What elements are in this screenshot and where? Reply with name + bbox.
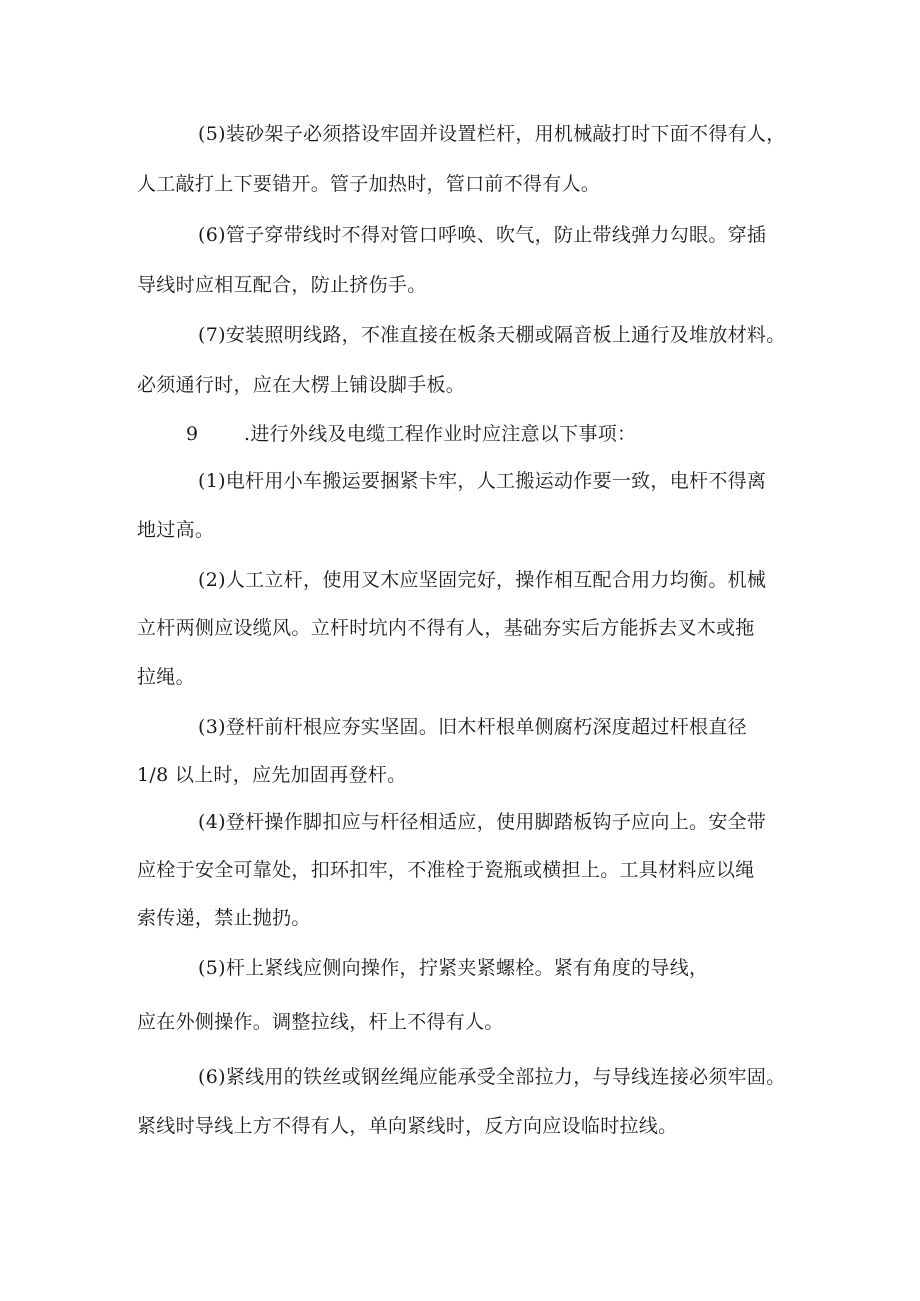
item-4-line-2: 应栓于安全可靠处，扣环扣牢，不准栓于瓷瓶或横担上。工具材料应以绳 <box>137 859 755 881</box>
section-9-heading: .进行外线及电缆工程作业时应注意以下事项： <box>244 423 637 445</box>
item-2-line-1: (2)人工立杆，使用叉木应坚固完好，操作相互配合用力均衡。机械 <box>198 569 767 591</box>
item-3-line-1: (3)登杆前杆根应夯实坚固。旧木杆根单侧腐朽深度超过杆根直径 <box>198 716 747 738</box>
item-6-line-2: 紧线时导线上方不得有人，单向紧线时，反方向应设临时拉线。 <box>137 1115 678 1137</box>
item-1-line-2: 地过高。 <box>137 519 215 541</box>
item-4-line-1: (4)登杆操作脚扣应与杆径相适应，使用脚踏板钩子应向上。安全带 <box>198 811 767 833</box>
paragraph-5-line-2: 人工敲打上下要错开。管子加热时，管口前不得有人。 <box>137 173 601 195</box>
paragraph-6-line-1: (6)管子穿带线时不得对管口呼唤、吹气，防止带线弹力勾眼。穿插 <box>198 224 767 246</box>
item-3-line-2: 1/8 以上时，应先加固再登杆。 <box>137 764 407 786</box>
paragraph-6-line-2: 导线时应相互配合，防止挤伤手。 <box>137 274 427 296</box>
paragraph-7-line-1: (7)安装照明线路，不准直接在板条天棚或隔音板上通行及堆放材料。 <box>198 324 786 346</box>
item-5-line-1: (5)杆上紧线应侧向操作，拧紧夹紧螺栓。紧有角度的导线， <box>198 957 709 979</box>
item-2-line-2: 立杆两侧应设缆风。立杆时坑内不得有人，基础夯实后方能拆去叉木或拖 <box>137 617 755 639</box>
section-9-number: 9 <box>186 423 199 445</box>
item-5-line-2: 应在外侧操作。调整拉线，杆上不得有人。 <box>137 1011 504 1033</box>
item-2-line-3: 拉绳。 <box>137 666 195 688</box>
item-4-line-3: 索传递，禁止抛扔。 <box>137 907 311 929</box>
item-1-line-1: (1)电杆用小车搬运要捆紧卡牢，人工搬运动作要一致，电杆不得离 <box>198 470 767 492</box>
paragraph-7-line-2: 必须通行时，应在大楞上铺设脚手板。 <box>137 374 466 396</box>
item-6-line-1: (6)紧线用的铁丝或钢丝绳应能承受全部拉力，与导线连接必须牢固。 <box>198 1066 786 1088</box>
paragraph-5-line-1: (5)装砂架子必须搭设牢固并设置栏杆，用机械敲打时下面不得有人， <box>198 123 786 145</box>
